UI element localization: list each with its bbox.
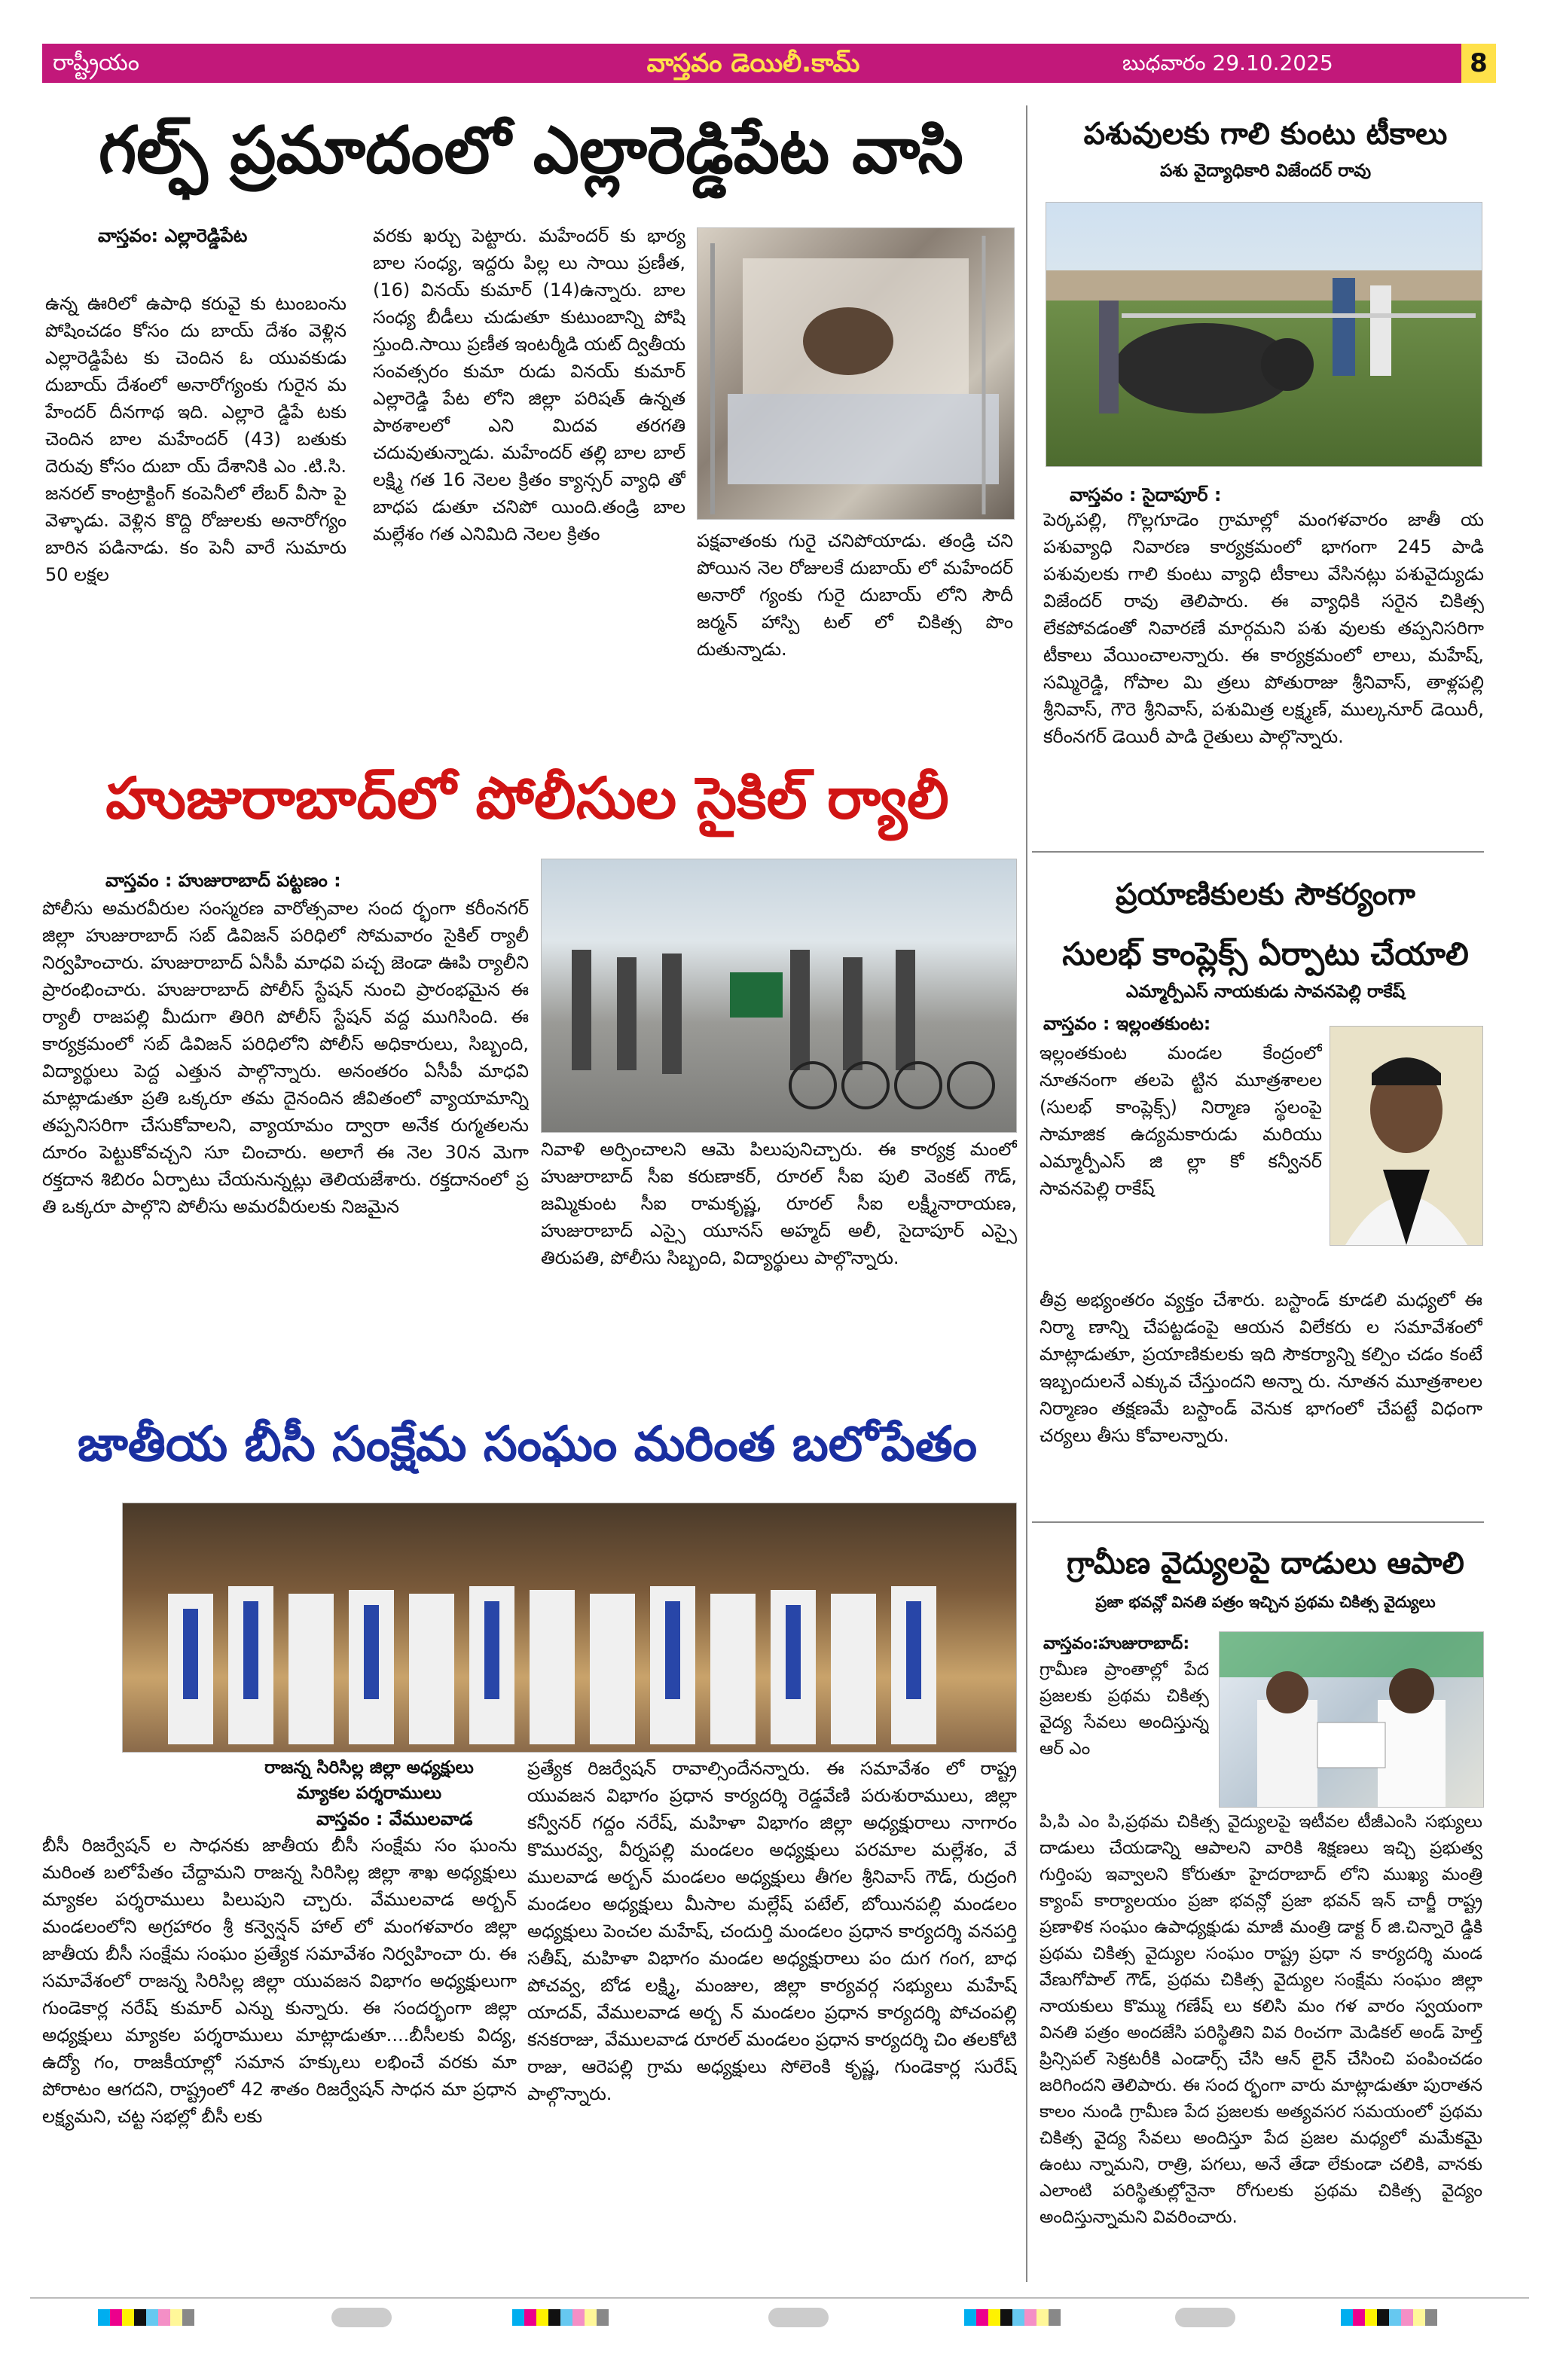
story6-column-top: గ్రామీణ ప్రాంతాల్లో పేద ప్రజలకు ప్రథమ చికిత్స వైద్య సేవలు అందిస్తున్న ఆర్ ఎం xyxy=(1040,1660,1209,1759)
story4-headline-line1: ప్రయాణికులకు సౌకర్యంగా xyxy=(1116,877,1415,912)
story4-dateline: వాస్తవం : ఇల్లంతకుంట: xyxy=(1043,1013,1211,1034)
color-bar-3 xyxy=(964,2309,1061,2326)
rally-photo-art xyxy=(542,859,1016,1132)
story1-dateline: వాస్తవం: ఎల్లారెడ్డిపేట xyxy=(98,225,248,246)
cycle-rally-photo xyxy=(541,859,1017,1133)
story4-subhead: ఎమ్మార్పీఎస్ నాయకుడు సావనపెల్లి రాకేష్ xyxy=(1125,982,1406,1002)
color-bar-2 xyxy=(512,2309,609,2326)
rakesh-portrait-photo xyxy=(1330,1026,1483,1246)
story5-column-2: ప్రత్యేక రిజర్వేషన్ రావాల్సిందేనన్నారు. ఈ సమావేశం లో రాష్ట్ర యువజన విభాగం ప్రధాన కార్యదర్శి రెడ్డవేణి పరుశురాములు, జిల్లా కన్వీనర్ గద్దం నరేష్, మహిళా విభాగం జిల్లా అధ్యక్షురాలు నాగారం కొమురవ్వ, వీర్నపల్లి మండలం అధ్యక్షులు పరమాల మల్లేశం, వే ములవాడ అర్బన్ మండలం అధ్యక్షులు తీగల శ్రీనివాస్ గౌడ్, రుద్రంగి మండలం అధ్యక్షులు మీసాల మల్లేష్ పటేల్, బోయినపల్లి మండలం అధ్యక్షులు పెంచల మహేష్, చందుర్తి మండలం ప్రధాన కార్యదర్శి వనపర్తి సతీష్, మహిళా విభాగం మండల అధ్యక్షురాలు పం దుగ గంగ, బాధ పోచవ్వ, బోడ లక్ష్మి, మంజుల, జిల్లా కార్యవర్గ సభ్యులు మహేష్ యాదవ్, వేములవాడ అర్బ న్ మండలం ప్రధాన కార్యదర్శి పోచంపల్లి కనకరాజు, వేములవాడ రూరల్ మండలం ప్రధాన కార్యదర్శి చిం తలకోటి రాజు, ఆరెపల్లి గ్రామ అధ్యక్షులు సోలెంకి కృష్ణ, గుండెకార్ల సురేష్ పాల్గొన్నారు. xyxy=(527,1758,1017,2104)
story6-subhead: ప్రజా భవన్లో వినతి పత్రం ఇచ్చిన ప్రథమ చికిత్స వైద్యులు xyxy=(1095,1593,1436,1611)
story6-dateline: వాస్తవం:హుజురాబాద్: xyxy=(1043,1634,1190,1653)
story2-subhead: పశు వైద్యాధికారి విజేందర్ రావు xyxy=(1159,161,1372,181)
bc-sangham-group-photo xyxy=(122,1503,1017,1753)
story5-caption-line1: రాజన్న సిరిసిల్ల జిల్లా అధ్యక్షులు xyxy=(264,1758,474,1777)
story3-column-2: నివాళి అర్పించాలని ఆమె పిలుపునిచ్చారు. ఈ కార్యక్ర మంలో హుజురాబాద్ సీఐ కరుణాకర్, రూరల్ సీఐ పులి వెంకట్ గౌడ్, జమ్మికుంట సీఐ రామకృష్ణ, రూరల్ సీఐ లక్ష్మీనారాయణ, హుజురాబాద్ ఎస్సై యూనస్ అహ్మద్ అలీ, సైదాపూర్ ఎస్సై తిరుపతి, పోలీసు సిబ్బంది, విద్యార్థులు పాల్గొన్నారు. xyxy=(541,1139,1017,1268)
story5-caption-line2: మ్యాకల పర్శరాములు xyxy=(296,1783,442,1803)
masthead-logo: వాస్తవం డెయిలీ.కామ్ xyxy=(646,48,860,78)
story1-column-3: పక్షవాతంకు గురై చనిపోయాడు. తండ్రి చని పోయిన నెల రోజులకే దుబాయ్ లో మహేందర్ అనారో గ్యంకు గురై దుబాయ్ లోని సౌదీ జర్మన్ హాస్పి టల్ లో చికిత్స పొం దుతున్నాడు. xyxy=(697,530,1013,660)
story6-divider xyxy=(1032,1521,1484,1523)
story4-column-rest: తీవ్ర అభ్యంతరం వ్యక్తం చేశారు. బస్టాండ్ కూడలి మధ్యలో ఈ నిర్మా ణాన్ని చేపట్టడంపై ఆయన విలేకరు ల సమావేశంలో మాట్లాడుతూ, ప్రయాణికులకు ఇది సౌకర్యాన్ని కల్పిం చడం కంటే ఇబ్బందులనే ఎక్కువ చేస్తుందని అన్నా రు. నూతన మూత్రశాలల నిర్మాణం తక్షణమే బస్టాండ్ వెనుక భాగంలో చేపట్టే విధంగా చర్యలు తీసు కోవాలన్నారు. xyxy=(1040,1289,1482,1446)
registration-pill-3 xyxy=(1175,2308,1235,2327)
hospital-patient-photo xyxy=(697,227,1015,520)
color-bar-4 xyxy=(1341,2309,1437,2326)
story5-dateline: వాస్తవం : వేములవాడ xyxy=(316,1808,473,1829)
praja-bhavan-memorandum-photo xyxy=(1219,1631,1484,1808)
story2-dateline: వాస్తవం : సైదాపూర్ : xyxy=(1070,484,1222,505)
issue-date: బుధవారం 29.10.2025 xyxy=(1122,50,1333,75)
story6-headline: గ్రామీణ వైద్యులపై దాడులు ఆపాలి xyxy=(1067,1546,1464,1581)
registration-pill-1 xyxy=(331,2308,392,2327)
story4-column-top: ఇల్లంతకుంట మండల కేంద్రంలో నూతనంగా తలపె ట్టిన మూత్రశాలల (సులభ్ కాంప్లెక్స్) నిర్మాణ స్థలంపై సామాజిక ఉద్యమకారుడు మరియు ఎమ్మార్పీఎస్ జి ల్లా కో కన్వీనర్ సావనపెల్లి రాకేష్ xyxy=(1040,1042,1322,1199)
hospital-photo-art xyxy=(698,228,1014,519)
column-divider xyxy=(1026,105,1027,2282)
color-bar-1 xyxy=(98,2309,194,2326)
portrait-art xyxy=(1330,1027,1482,1245)
story1-headline: గల్ఫ్ ప్రమాదంలో ఎల్లారెడ్డిపేట వాసి xyxy=(99,113,963,188)
group-photo-art xyxy=(123,1503,1016,1752)
story6-column-rest: పి,పి ఎం పి,ప్రథమ చికిత్స వైద్యులపై ఇటీవల టీజీఎంసి సభ్యులు దాడులు చేయడాన్ని ఆపాలని వారికి శిక్షణలు ఇచ్చి ప్రభుత్వ గుర్తింపు ఇవ్వాలని కోరుతూ హైదరాబాద్ లోని ముఖ్య మంత్రి క్యాంప్ కార్యాలయం ప్రజా భవన్లో ప్రజా భవన్ ఇన్ చార్జీ రాష్ట్ర ప్రణాళిక సంఘం ఉపాధ్యక్షుడు మాజీ మంత్రి డాక్ట ర్ జి.చిన్నారె డ్డికి ప్రథమ చికిత్స వైద్యుల సంఘం రాష్ట్ర ప్రధా న కార్యదర్శి మండ వేణుగోపాల్ గౌడ్, ప్రథమ చికిత్స వైద్యుల సంక్షేమ సంఘం జిల్లా నాయకులు కొమ్ము గణేష్ లు కలిసి మం గళ వారం స్వయంగా వినతి పత్రం అందజేసి పరిస్థితిని వివ రించగా మెడికల్ అండ్ హెల్త్ ప్రిన్సిపల్ సెక్రటరీకి ఎండార్స్ చేసి ఆన్ లైన్ చేసించి పంపించడం జరిగిందని తెలిపారు. ఈ సంద ర్భంగా వారు మాట్లాడుతూ పురాతన కాలం నుండి గ్రామీణ పేద ప్రజలకు అత్యవసర సమయంలో ప్రథమ చికిత్స వైద్య సేవలు అందిస్తూ పేద ప్రజల మధ్యలో మమేకమై ఉంటు న్నామని, రాత్రి, పగలు, అనే తేడా లేకుండా చలికి, వానకు ఎలాంటి పరిస్థితుల్లోనైనా రోగులకు ప్రథమ చికిత్స వైద్యం అందిస్తున్నామని వివరించారు. xyxy=(1040,1812,1482,2227)
story5-headline: జాతీయ బీసీ సంక్షేమ సంఘం మరింత బలోపేతం xyxy=(77,1417,978,1472)
story4-headline-line2: సులభ్ కాంప్లెక్స్ ఏర్పాటు చేయాలి xyxy=(1062,935,1469,972)
story1-column-2: వరకు ఖర్చు పెట్టారు. మహేందర్ కు భార్య బాల సంధ్య, ఇద్దరు పిల్ల లు సాయి ప్రణీత, (16) వినయ్ కుమార్ (14)ఉన్నారు. బాల సంధ్య బీడీలు చుడుతూ కుటుంబాన్ని పోషి స్తుంది.సాయి ప్రణీత ఇంటర్మీడి యట్ ద్వితీయ సంవత్సరం కుమా రుడు వినయ్ కుమార్ ఎల్లారెడ్డి పేట లోని జిల్లా పరిషత్ ఉన్నత పాఠశాలలో ఎని మిదవ తరగతి చదువుతున్నాడు. మహేందర్ తల్లి బాల బాల్ లక్ష్మి గత 16 నెలల క్రితం క్యాన్సర్ వ్యాధి తో బాధప డుతూ చనిపో యింది.తండ్రి బాల మల్లేశం గత ఎనిమిది నెలల క్రితం xyxy=(373,225,685,545)
cattle-vaccination-photo xyxy=(1046,202,1482,467)
story3-headline: హుజురాబాద్‌లో పోలీసుల సైకిల్ ర్యాలీ xyxy=(105,764,949,831)
bottom-rule xyxy=(30,2297,1529,2299)
story3-dateline: వాస్తవం : హుజురాబాద్ పట్టణం : xyxy=(105,870,341,891)
story4-divider xyxy=(1032,851,1484,853)
cattle-photo-art xyxy=(1046,203,1482,466)
story2-headline: పశువులకు గాలి కుంటు టీకాలు xyxy=(1083,117,1448,151)
registration-pill-2 xyxy=(768,2308,829,2327)
story2-body: పెర్కపల్లి, గొల్లగూడెం గ్రామాల్లో మంగళవారం జాతీ య పశువ్యాధి నివారణ కార్యక్రమంలో భాగంగా 245 పాడి పశువులకు గాలి కుంటు వ్యాధి టీకాలు వేసినట్లు పశువైద్యుడు విజేందర్ రావు తెలిపారు. ఈ వ్యాధికి సరైన చికిత్స లేకపోవడంతో నివారణే మార్గమని పశు వులకు తప్పనిసరిగా టీకాలు వేయించాలన్నారు. ఈ కార్యక్రమంలో లాలు, మహేష్, సమ్మిరెడ్డి, గోపాల మి త్రలు పోతురాజు శ్రీనివాస్, తాళ్లపల్లి శ్రీనివాస్, గౌరె శ్రీనివాస్, పశుమిత్ర లక్ష్మణ్, ముల్కనూర్ డెయిరీ, కరీంనగర్ డెయిరీ పాడి రైతులు పాల్గొన్నారు. xyxy=(1043,509,1484,747)
story5-column-1: బీసీ రిజర్వేషన్ ల సాధనకు జాతీయ బీసీ సంక్షేమ సం ఘంను మరింత బలోపేతం చేద్దామని రాజన్న సిరిసిల్ల జిల్లా శాఖ అధ్యక్షులు మ్యాకల పర్శరాములు పిలుపుని చ్చారు. వేములవాడ అర్బన్ మండలంలోని అగ్రహారం శ్రీ కన్వెన్షన్ హాల్ లో మంగళవారం జిల్లా జాతీయ బీసీ సంక్షేమ సంఘం ప్రత్యేక సమావేశం నిర్వహించా రు. ఈ సమావేశంలో రాజన్న సిరిసిల్ల జిల్లా యువజన విభాగం అధ్యక్షులుగా గుండెకార్ల నరేష్ కుమార్ ఎన్ను కున్నారు. ఈ సందర్భంగా జిల్లా అధ్యక్షులు మ్యాకల పర్శరాములు మాట్లాడుతూ....బీసీలకు విద్య, ఉద్యో గం, రాజకీయాల్లో సమాన హక్కులు లభించే వరకు మా పోరాటం ఆగదని, రాష్ట్రంలో 42 శాతం రిజర్వేషన్ సాధన మా ప్రధాన లక్ష్యమని, చట్ట సభల్లో బీసీ లకు xyxy=(42,1835,517,2127)
story1-column-1: ఉన్న ఊరిలో ఉపాధి కరువై కు టుంబంను పోషించడం కోసం దు బాయ్ దేశం వెళ్లిన ఎల్లారెడ్డిపేట కు చెందిన ఓ యువకుడు దుబాయ్ దేశంలో అనారోగ్యంకు గురైన మ హేందర్ దీనగాథ ఇది. ఎల్లారె డ్డిపే టకు చెందిన బాల మహేందర్ (43) బతుకు దెరువు కోసం దుబా య్ దేశానికి ఎం .టి.సి. జనరల్ కాంట్రాక్టింగ్ కంపెనీలో లేబర్ వీసా పై వెళ్ళాడు. వెళ్లిన కొద్ది రోజులకు అనారోగ్యం బారిన పడినాడు. కం పెనీ వారే సుమారు 50 లక్షల xyxy=(45,293,347,585)
section-label: రాష్ట్రీయం xyxy=(53,50,139,76)
page-number: 8 xyxy=(1461,44,1496,83)
memorandum-photo-art xyxy=(1220,1632,1483,1807)
story3-column-1: పోలీసు అమరవీరుల సంస్మరణ వారోత్సవాల సంద ర్భంగా కరీంనగర్ జిల్లా హుజురాబాద్ సబ్ డివిజన్ పరిధిలో సోమవారం సైకిల్ ర్యాలీ నిర్వహించారు. హుజురాబాద్ ఏసీపీ మాధవి పచ్చ జెండా ఊపి ర్యాలీని ప్రారంభించారు. హుజురాబాద్ పోలీస్ స్టేషన్ నుంచి ప్రారంభమైన ఈ ర్యాలీ రాజపల్లి మీదుగా తిరిగి పోలీస్ స్టేషన్ వద్ద ముగిసింది. ఈ కార్యక్రమంలో సబ్ డివిజన్ పరిధిలోని పోలీస్ అధికారులు, సిబ్బంది, విద్యార్థులు పెద్ద ఎత్తున పాల్గొన్నారు. అనంతరం ఏసీపీ మాధవి మాట్లాడుతూ ప్రతి ఒక్కరూ తమ దైనందిన జీవితంలో వ్యాయామాన్ని తప్పనిసరిగా చేసుకోవాలని, వ్యాయామం ద్వారా అనేక రుగ్మతలను దూరం పెట్టుకోవచ్చని సూ చించారు. అలాగే ఈ నెల 30న మెగా రక్తదాన శిబిరం ఏర్పాటు చేయనున్నట్లు తెలియజేశారు. రక్తదానంలో ప్ర తి ఒక్కరూ పాల్గొని పోలీసు అమరవీరులకు నిజమైన xyxy=(42,898,529,1217)
